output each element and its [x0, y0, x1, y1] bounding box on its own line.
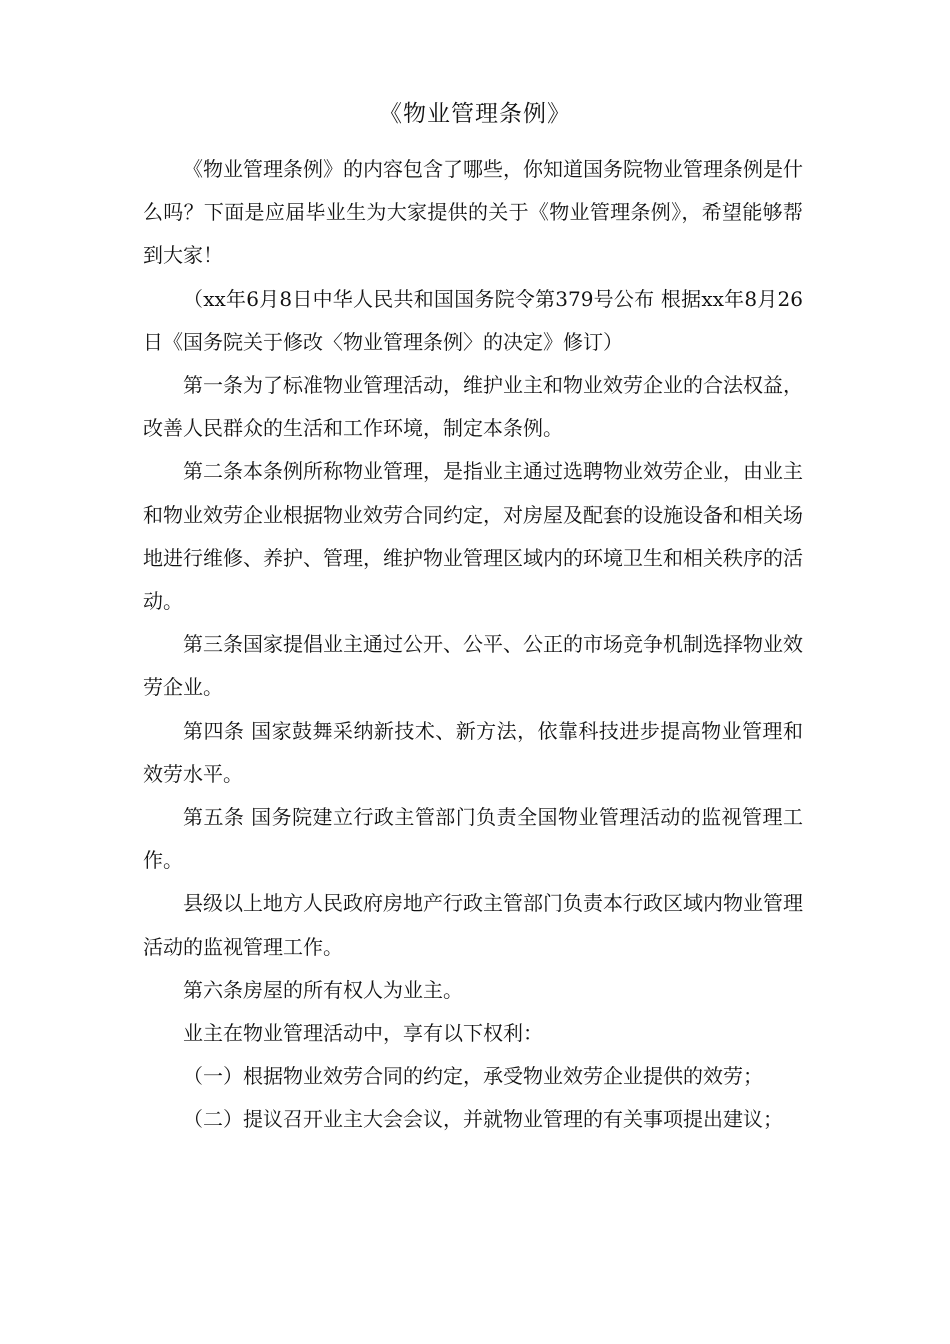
paragraph-source-note: （xx年6月8日中华人民共和国国务院令第379号公布 根据xx年8月26日《国务院关于修改〈物业管理条例〉的决定》修订） [143, 286, 803, 354]
paragraph-article-2: 第二条本条例所称物业管理，是指业主通过选聘物业效劳企业，由业主和物业效劳企业根据物业效劳合同约定，对房屋及配套的设施设备和相关场地进行维修、养护、管理，维护物业管理区域内的环境卫生和相关秩序的活动。 [143, 459, 803, 614]
paragraph-article-1: 第一条为了标准物业管理活动，维护业主和物业效劳企业的合法权益，改善人民群众的生活和工作环境，制定本条例。 [143, 373, 803, 441]
paragraph-article-5: 第五条 国务院建立行政主管部门负责全国物业管理活动的监视管理工作。 [143, 805, 803, 873]
list-item-right-1: （一）根据物业效劳合同的约定，承受物业效劳企业提供的效劳； [183, 1064, 763, 1089]
paragraph-article-5-cont: 县级以上地方人民政府房地产行政主管部门负责本行政区域内物业管理活动的监视管理工作。 [143, 891, 803, 959]
document-body [143, 148, 803, 1142]
paragraph-article-6: 第六条房屋的所有权人为业主。 [183, 977, 463, 1002]
paragraph-article-4: 第四条 国家鼓舞采纳新技术、新方法，依靠科技进步提高物业管理和效劳水平。 [143, 718, 803, 786]
document-title: 《物业管理条例》 [379, 101, 571, 127]
paragraph-owner-rights: 业主在物业管理活动中，享有以下权利： [183, 1021, 543, 1046]
paragraph-article-3: 第三条国家提倡业主通过公开、公平、公正的市场竞争机制选择物业效劳企业。 [143, 632, 803, 700]
list-item-right-2: （二）提议召开业主大会会议，并就物业管理的有关事项提出建议； [183, 1107, 783, 1132]
paragraph-intro: 《物业管理条例》的内容包含了哪些，你知道国务院物业管理条例是什么吗？下面是应届毕业生为大家提供的关于《物业管理条例》，希望能够帮到大家！ [143, 157, 803, 268]
